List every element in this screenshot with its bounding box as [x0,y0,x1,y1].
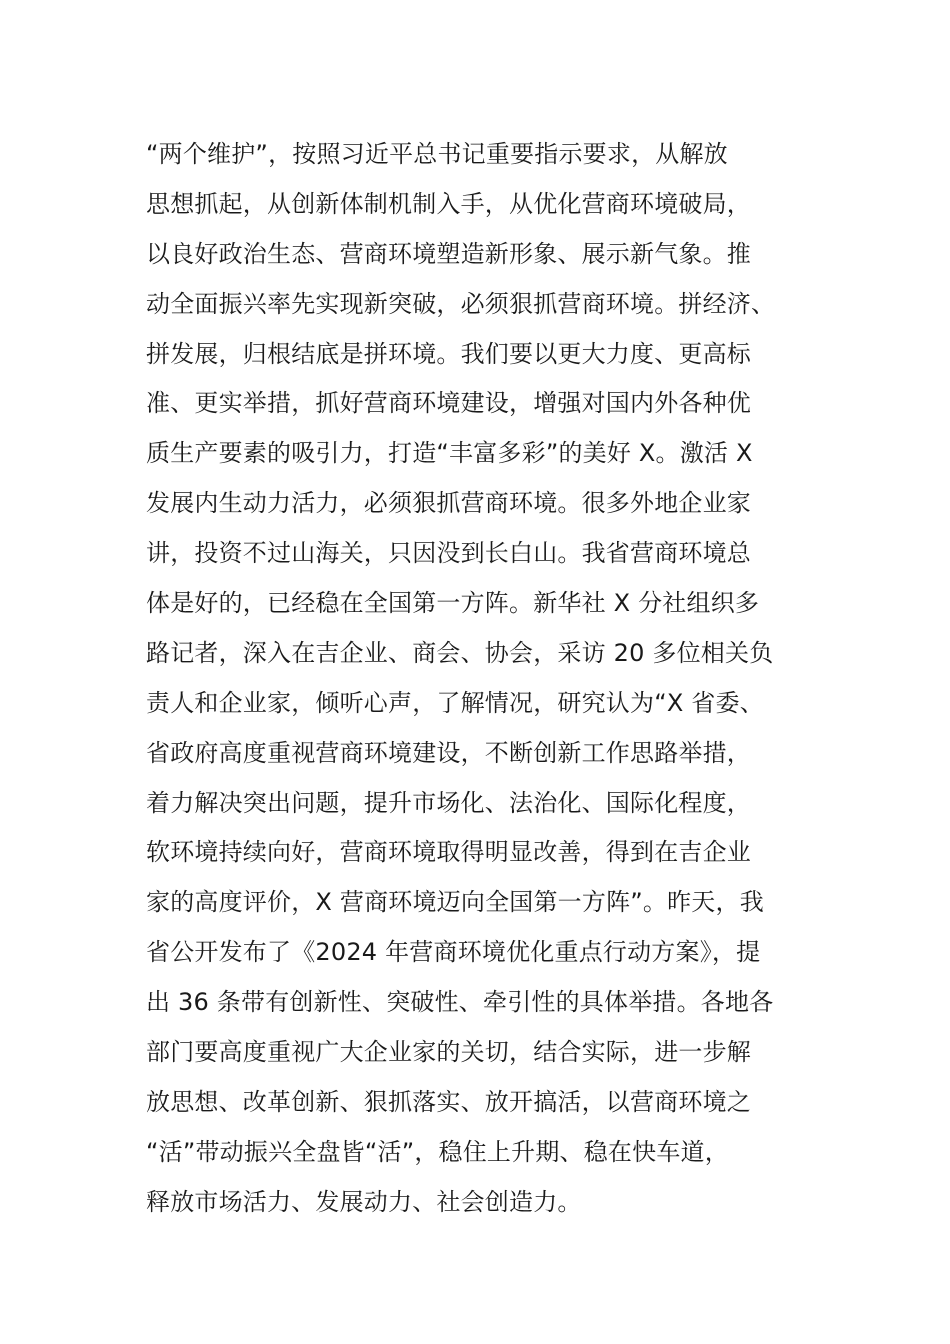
text-line: 部门要高度重视广大企业家的关切，结合实际，进一步解 [146,1038,751,1067]
text-line: 着力解决突出问题，提升市场化、法治化、国际化程度， [146,788,751,817]
text-line: 软环境持续向好，营商环境取得明显改善，得到在吉企业 [146,838,751,867]
text-line: 省政府高度重视营商环境建设，不断创新工作思路举措， [146,738,751,767]
text-line: 省公开发布了《2024 年营商环境优化重点行动方案》，提 [146,938,761,967]
body-paragraph [146,130,826,1228]
text-line: 拼发展，归根结底是拼环境。我们要以更大力度、更高标 [146,339,751,368]
text-line: 路记者，深入在吉企业、商会、协会，采访 20 多位相关负 [146,638,774,667]
text-line: 出 36 条带有创新性、突破性、牵引性的具体举措。各地各 [146,988,774,1017]
text-line: 准、更实举措，抓好营商环境建设，增强对国内外各种优 [146,389,751,418]
text-line: “活”带动振兴全盘皆“活”，稳住上升期、稳在快车道， [146,1137,729,1166]
text-line: “两个维护”，按照习近平总书记重要指示要求，从解放 [146,140,728,168]
text-line: 动全面振兴率先实现新突破，必须狠抓营商环境。拼经济、 [146,289,776,318]
text-line: 责人和企业家，倾听心声，了解情况，研究认为“X 省委、 [146,688,764,717]
text-line: 发展内生动力活力，必须狠抓营商环境。很多外地企业家 [146,489,751,518]
text-line: 释放市场活力、发展动力、社会创造力。 [146,1187,582,1216]
text-line: 思想抓起，从创新体制机制入手，从优化营商环境破局， [146,189,751,218]
text-line: 放思想、改革创新、狠抓落实、放开搞活，以营商环境之 [146,1087,751,1116]
text-line: 体是好的，已经稳在全国第一方阵。新华社 X 分社组织多 [146,589,760,618]
text-line: 质生产要素的吸引力，打造“丰富多彩”的美好 X。激活 X [146,439,753,468]
text-line: 讲，投资不过山海关，只因没到长白山。我省营商环境总 [146,539,751,568]
text-line: 家的高度评价，X 营商环境迈向全国第一方阵”。昨天，我 [146,888,764,917]
text-line: 以良好政治生态、营商环境塑造新形象、展示新气象。推 [146,239,751,268]
